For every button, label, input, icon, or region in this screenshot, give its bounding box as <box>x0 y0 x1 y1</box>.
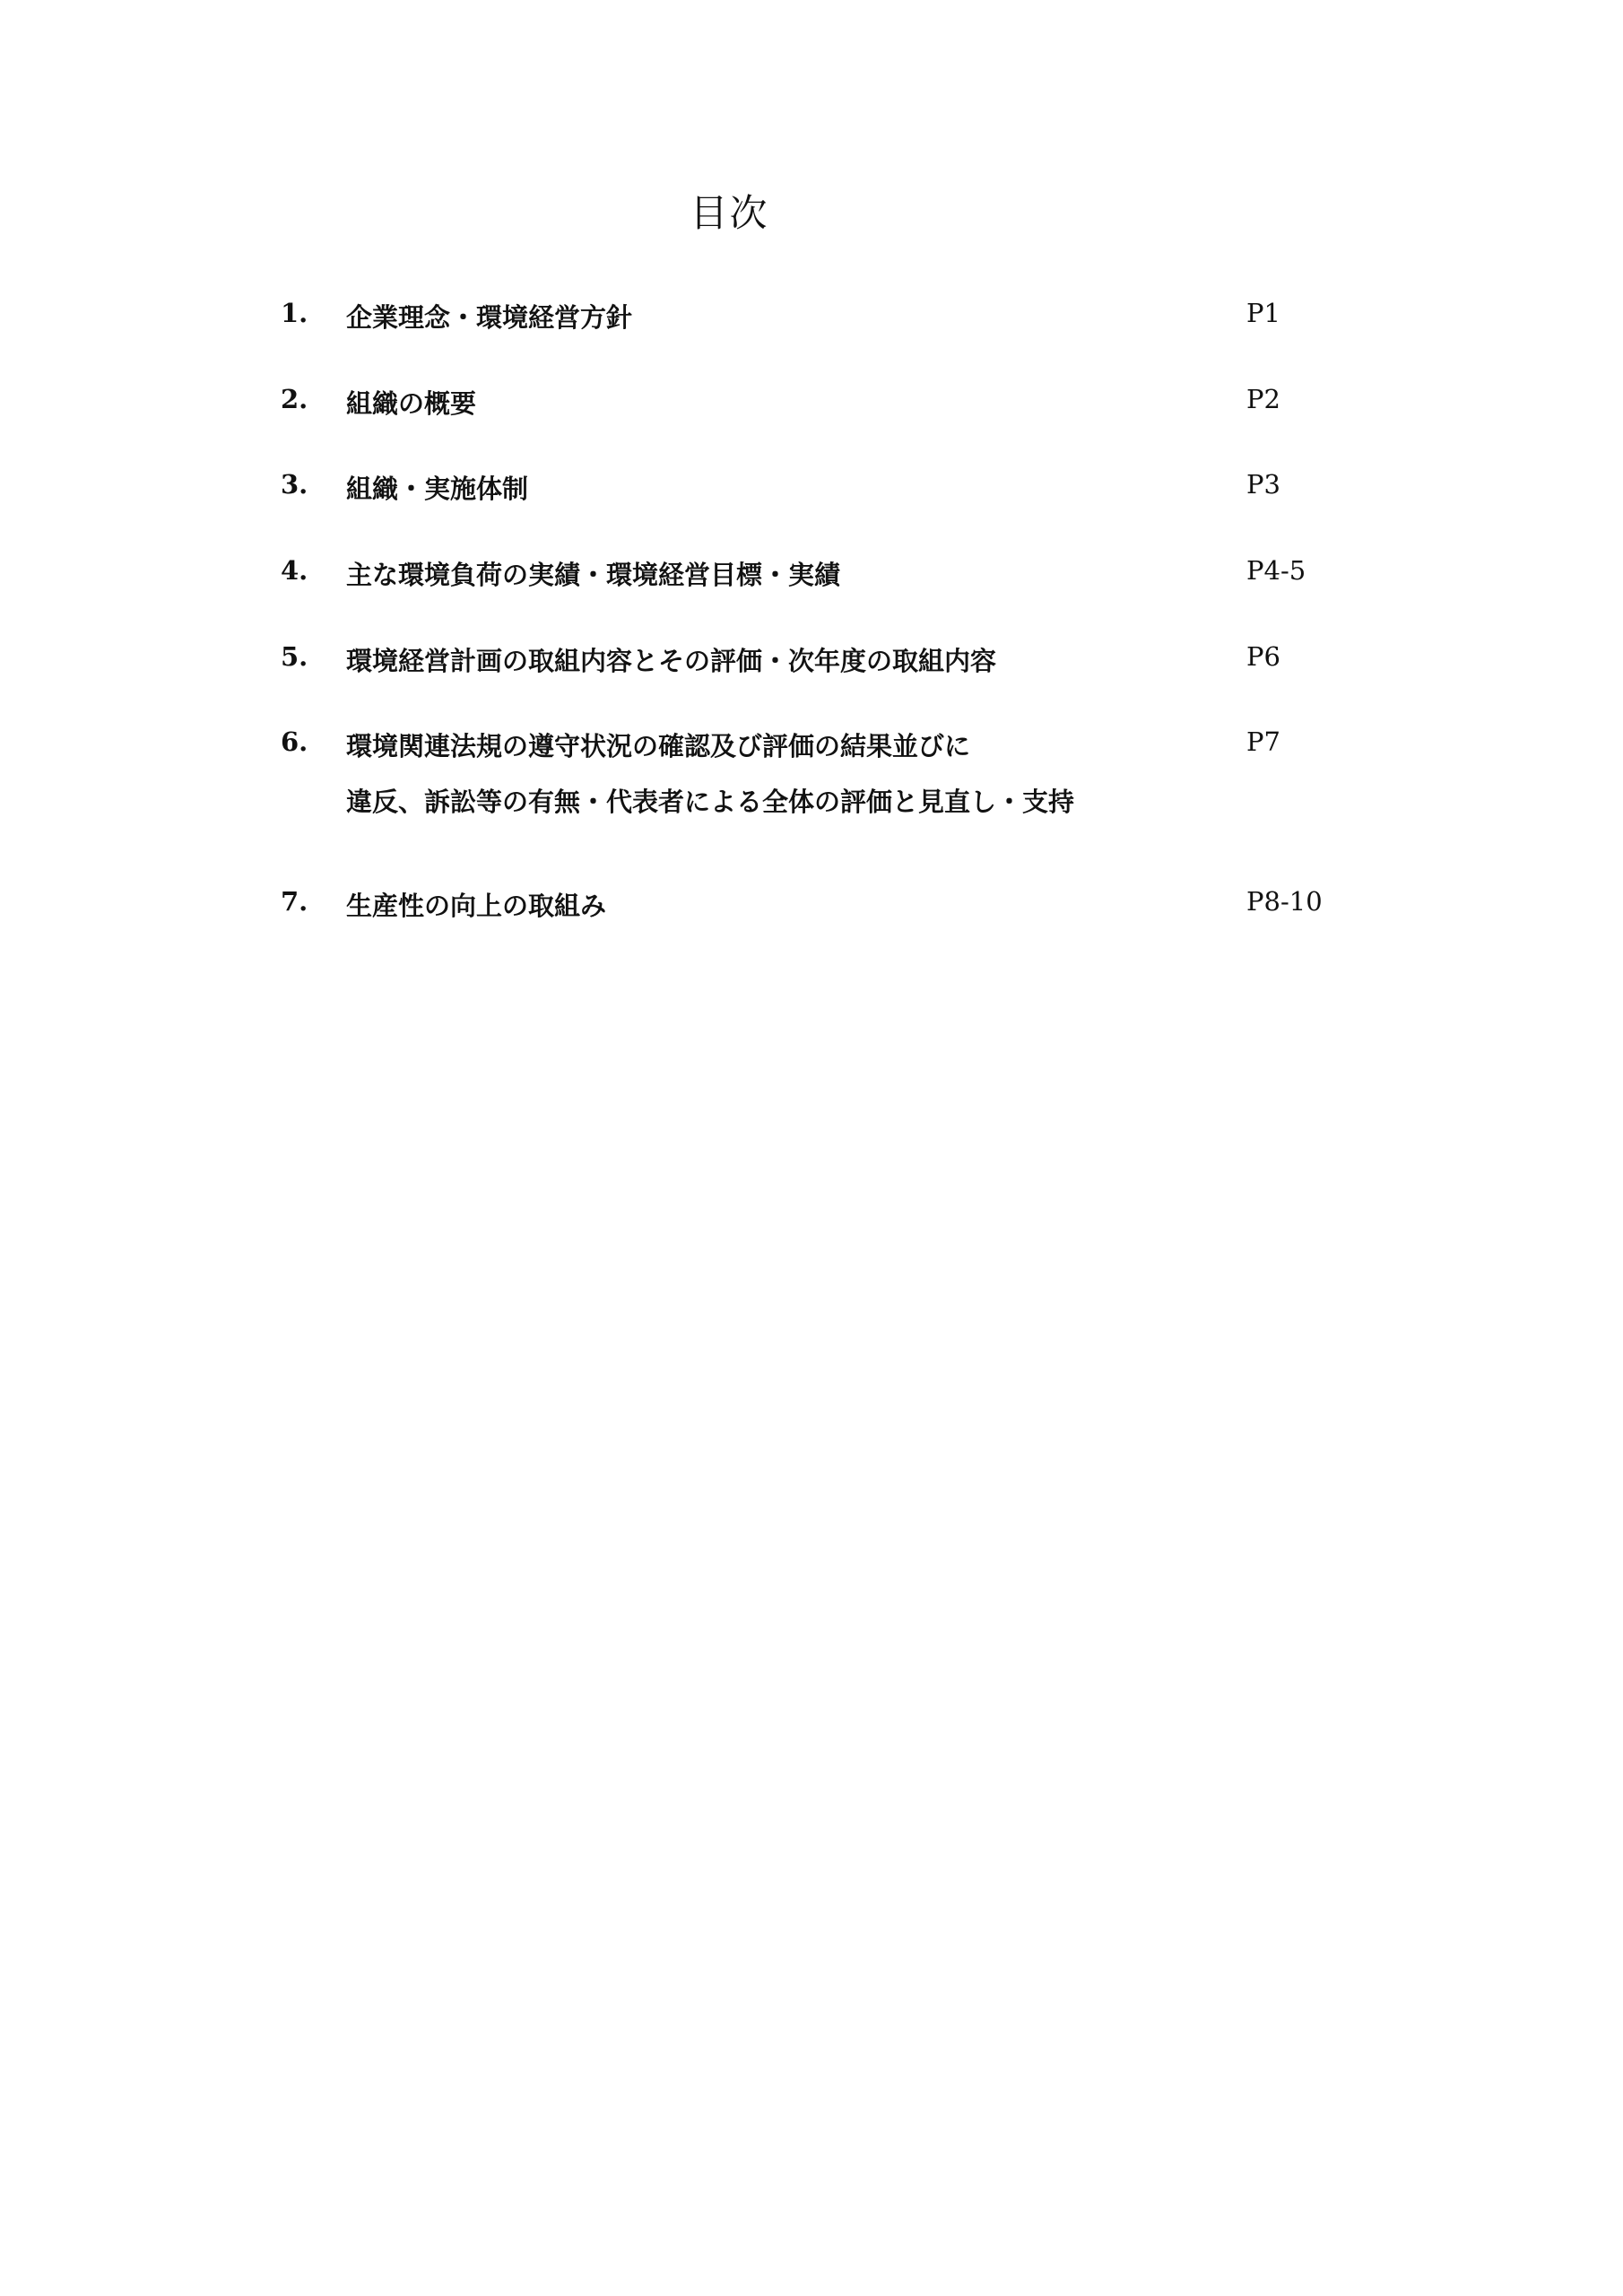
toc-entry-page: P1 <box>1246 298 1280 328</box>
toc-entry-number: 7. <box>281 886 308 917</box>
toc-entry-number: 6. <box>281 726 308 757</box>
toc-entry-page: P3 <box>1246 469 1280 500</box>
toc-entry-page: P6 <box>1246 641 1280 672</box>
toc-entry-label: 生産性の向上の取組み <box>346 891 607 921</box>
toc-entry-number: 5. <box>281 641 308 672</box>
toc-entry-page: P7 <box>1246 726 1280 757</box>
toc-entry-number: 2. <box>281 384 308 414</box>
toc-entry-label-continued: 違反、訴訟等の有無・代表者による全体の評価と見直し・支持 <box>346 787 1075 817</box>
page-title: 目次 <box>690 191 769 235</box>
toc-entry-label: 企業理念・環境経営方針 <box>346 302 633 333</box>
toc-entry-label: 組織の概要 <box>346 388 477 419</box>
toc-entry-number: 3. <box>281 469 308 500</box>
toc-entry-page: P2 <box>1246 384 1280 414</box>
toc-entry-number: 4. <box>281 555 308 586</box>
toc-entry-label: 環境関連法規の遵守状況の確認及び評価の結果並びに <box>346 731 971 761</box>
toc-entry-number: 1. <box>281 298 308 328</box>
toc-entry-label: 組織・実施体制 <box>346 474 529 504</box>
toc-entry-label: 主な環境負荷の実績・環境経営目標・実績 <box>346 560 841 590</box>
toc-entry-page: P8-10 <box>1246 886 1323 917</box>
toc-entry-label: 環境経営計画の取組内容とその評価・次年度の取組内容 <box>346 646 997 676</box>
toc-entry-page: P4-5 <box>1246 555 1306 586</box>
